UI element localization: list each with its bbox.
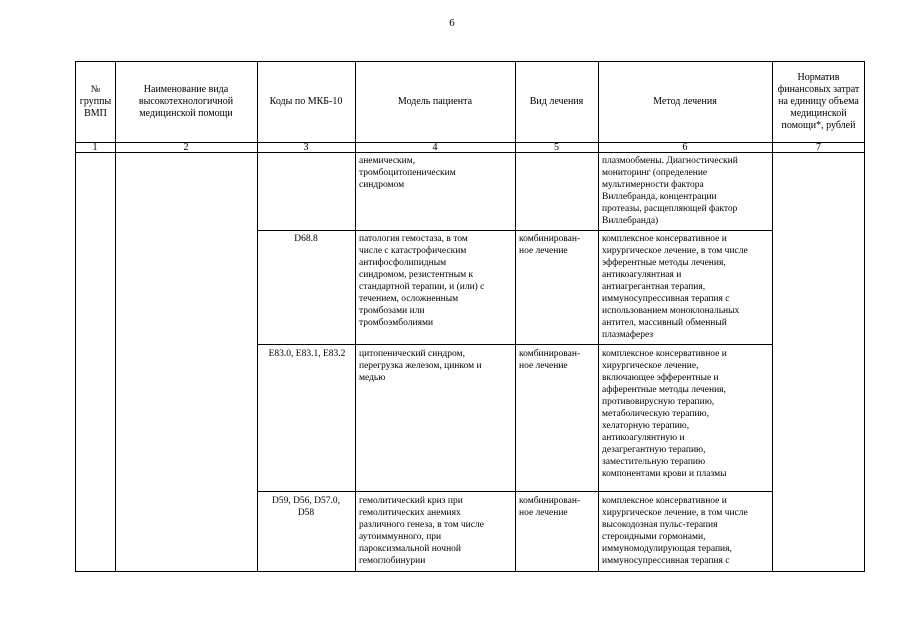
patient-model-cell: патология гемостаза, в том числе с катастрофическим антифосфолипидным синдромом, резистентным к стандартной терапии, и (или) с течением, осложненным тромбозами или тромбоэмболиями bbox=[359, 234, 485, 328]
column-number: 3 bbox=[303, 142, 309, 153]
table-divider bbox=[355, 61, 356, 572]
icd-code-cell: D68.8 bbox=[294, 234, 318, 244]
column-number: 7 bbox=[816, 142, 821, 153]
table-divider bbox=[257, 61, 258, 572]
header-cost-standard: Норматив финансовых затрат на единицу объема медицинской помощи*, рублей bbox=[777, 72, 860, 131]
header-patient-model: Модель пациента bbox=[397, 96, 473, 107]
column-number: 1 bbox=[92, 142, 98, 153]
table-divider bbox=[515, 61, 516, 572]
treatment-method-cell: комплексное консервативное и хирургическое лечение, в том числе высокодозная пульс-терапия стероидными гормонами, иммуномодулирующая терапия, иммуносупрессивная терапия с bbox=[602, 496, 748, 566]
table-divider bbox=[257, 230, 772, 231]
treatment-method-cell: комплексное консервативное и хирургическое лечение, включающее эфферентные и афферентные методы лечения, противовирусную терапию, метаболическую терапию, хелаторную терапию, антикоагулянтную и дезагрегантную терапию, заместительную терапию компонентами крови и плазмы bbox=[602, 349, 727, 479]
treatment-type-cell: комбинирован- ное лечение bbox=[519, 496, 581, 518]
table-divider bbox=[115, 61, 116, 572]
header-treatment-type: Вид лечения bbox=[529, 96, 584, 107]
patient-model-cell: гемолитический криз при гемолитических анемиях различного генеза, в том числе аутоиммунного, при пароксизмальной ночной гемоглобинурии bbox=[359, 496, 484, 566]
table-divider bbox=[257, 491, 772, 492]
page-number: 6 bbox=[449, 17, 455, 29]
treatment-method-cell: комплексное консервативное и хирургическое лечение, в том числе эфферентные методы лечения, антикоагулянтная и антиагрегантная терапия, иммуносупрессивная терапия с использованием моноклональных антител, массивный обменный плазмаферез bbox=[602, 234, 748, 340]
table-divider bbox=[772, 61, 773, 572]
icd-code-cell: E83.0, E83.1, E83.2 bbox=[268, 349, 346, 359]
treatment-type-cell: комбинирован- ное лечение bbox=[519, 349, 581, 371]
patient-model-cell: цитопенический синдром, перегрузка железом, цинком и медью bbox=[359, 349, 482, 383]
header-icd-codes: Коды по МКБ-10 bbox=[269, 96, 343, 107]
header-group-number: № группы ВМП bbox=[79, 84, 112, 119]
treatment-type-cell: комбинирован- ное лечение bbox=[519, 234, 581, 256]
treatment-method-cell: плазмообмены. Диагностический мониторинг (определение мультимерности фактора Виллебранда, концентрации протеазы, расщепляющей фактор Виллебранда) bbox=[602, 156, 738, 226]
header-treatment-method: Метод лечения bbox=[653, 96, 717, 107]
table-divider bbox=[598, 61, 599, 572]
patient-model-cell: анемическим, тромбоцитопеническим синдромом bbox=[359, 156, 456, 190]
icd-code-cell: D59, D56, D57.0, D58 bbox=[271, 496, 341, 518]
table-divider bbox=[257, 344, 772, 345]
header-care-type-name: Наименование вида высокотехнологичной медицинской помощи bbox=[138, 84, 234, 119]
column-number: 4 bbox=[432, 142, 438, 153]
column-number: 6 bbox=[682, 142, 688, 153]
column-number: 5 bbox=[554, 142, 559, 153]
column-number: 2 bbox=[183, 142, 189, 153]
